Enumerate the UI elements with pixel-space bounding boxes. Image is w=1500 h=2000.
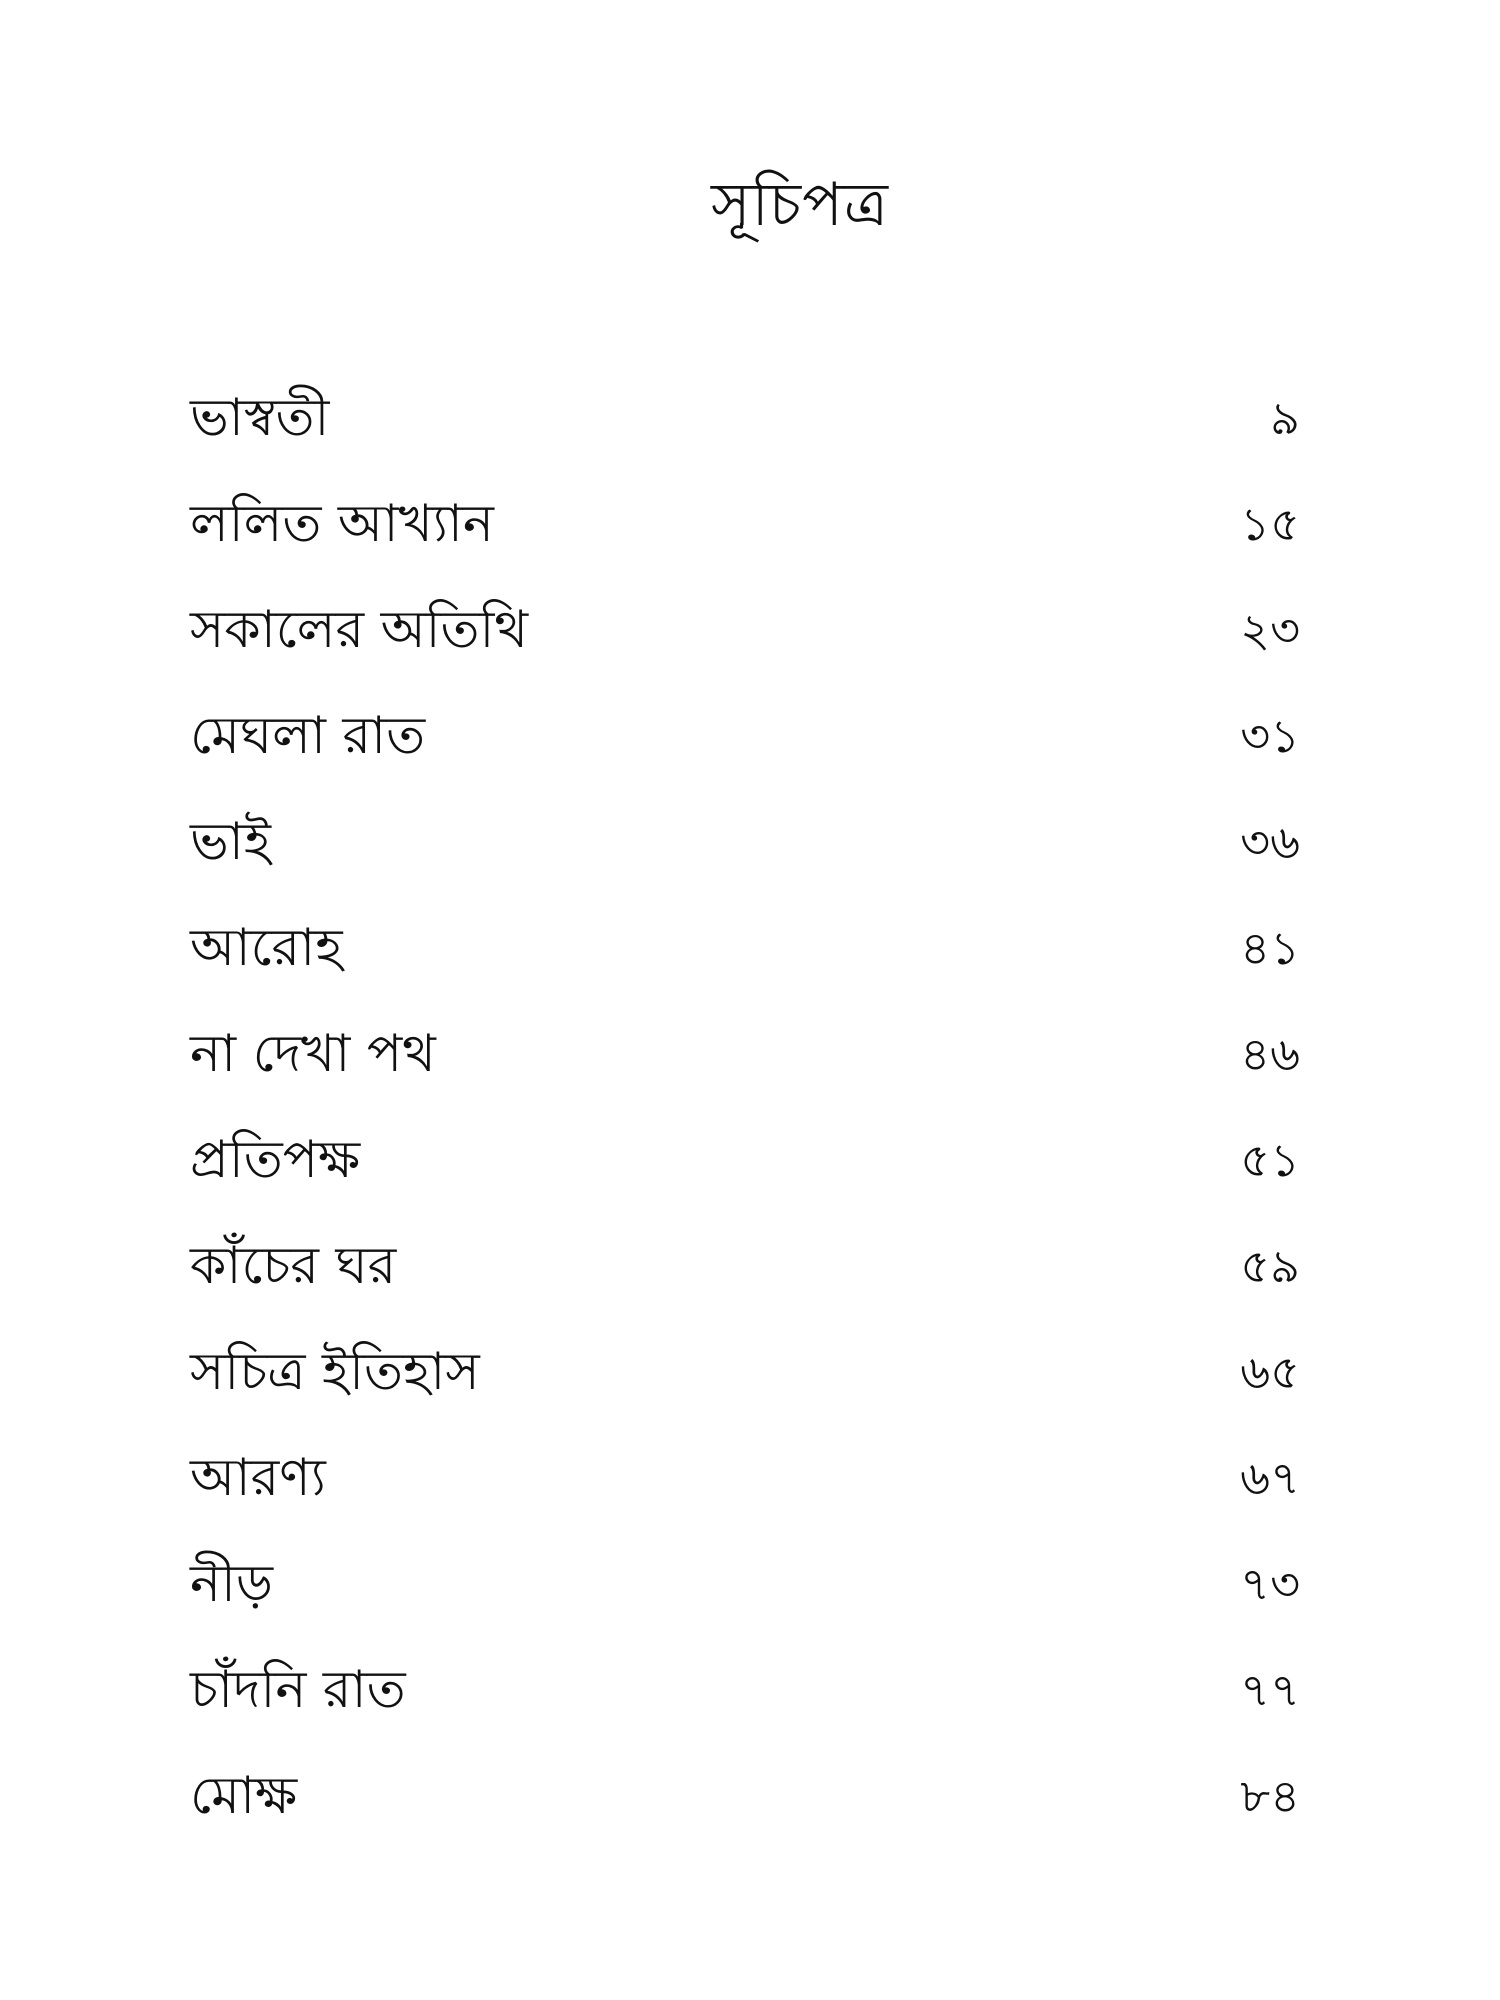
toc-entry	[190, 1319, 1300, 1425]
toc-entry	[190, 1531, 1300, 1637]
toc-entry-page-number: ৬৫	[1240, 1345, 1300, 1399]
toc-entry-title: প্রতিপক্ষ	[190, 1130, 361, 1190]
toc-entry-page-number: ৭৭	[1240, 1663, 1300, 1717]
table-of-contents	[190, 365, 1300, 1849]
toc-entry	[190, 1637, 1300, 1743]
toc-entry-title: ভাস্বতী	[190, 388, 330, 448]
toc-entry	[190, 577, 1300, 683]
toc-entry-title: নীড়	[190, 1554, 274, 1614]
toc-entry	[190, 1001, 1300, 1107]
toc-entry	[190, 1425, 1300, 1531]
toc-entry-page-number: ৫৯	[1240, 1239, 1300, 1293]
toc-entry	[190, 895, 1300, 1001]
toc-entry-page-number: ১৫	[1240, 497, 1300, 551]
toc-entry	[190, 1107, 1300, 1213]
page-title: সূচিপত্র	[711, 170, 889, 240]
toc-entry-page-number: ৮৪	[1240, 1769, 1300, 1823]
toc-entry	[190, 1213, 1300, 1319]
toc-entry-page-number: ৩১	[1240, 709, 1300, 763]
toc-entry-page-number: ৭৩	[1240, 1557, 1300, 1611]
toc-entry-title: আরণ্য	[190, 1448, 326, 1508]
toc-entry	[190, 789, 1300, 895]
toc-entry	[190, 1743, 1300, 1849]
toc-entry-page-number: ৩৬	[1240, 815, 1300, 869]
toc-entry-title: ললিত আখ্যান	[190, 494, 494, 554]
toc-entry-title: আরোহ	[190, 918, 343, 978]
toc-entry-title: মোক্ষ	[190, 1766, 298, 1826]
toc-entry-page-number: ৪৬	[1240, 1027, 1300, 1081]
toc-entry-title: ভাই	[190, 812, 271, 872]
toc-entry-page-number: ২৩	[1240, 603, 1300, 657]
toc-entry-title: না দেখা পথ	[190, 1024, 436, 1084]
toc-entry-page-number: ৫১	[1240, 1133, 1300, 1187]
toc-entry	[190, 365, 1300, 471]
toc-entry-title: কাঁচের ঘর	[190, 1236, 397, 1296]
toc-entry	[190, 683, 1300, 789]
toc-entry	[190, 471, 1300, 577]
toc-entry-page-number: ৬৭	[1240, 1451, 1300, 1505]
toc-entry-title: মেঘলা রাত	[190, 706, 426, 766]
toc-entry-page-number: ৯	[1270, 391, 1300, 445]
toc-entry-title: চাঁদনি রাত	[190, 1660, 406, 1720]
toc-entry-title: সকালের অতিথি	[190, 600, 529, 660]
toc-entry-page-number: ৪১	[1240, 921, 1300, 975]
toc-entry-title: সচিত্র ইতিহাস	[190, 1342, 480, 1402]
